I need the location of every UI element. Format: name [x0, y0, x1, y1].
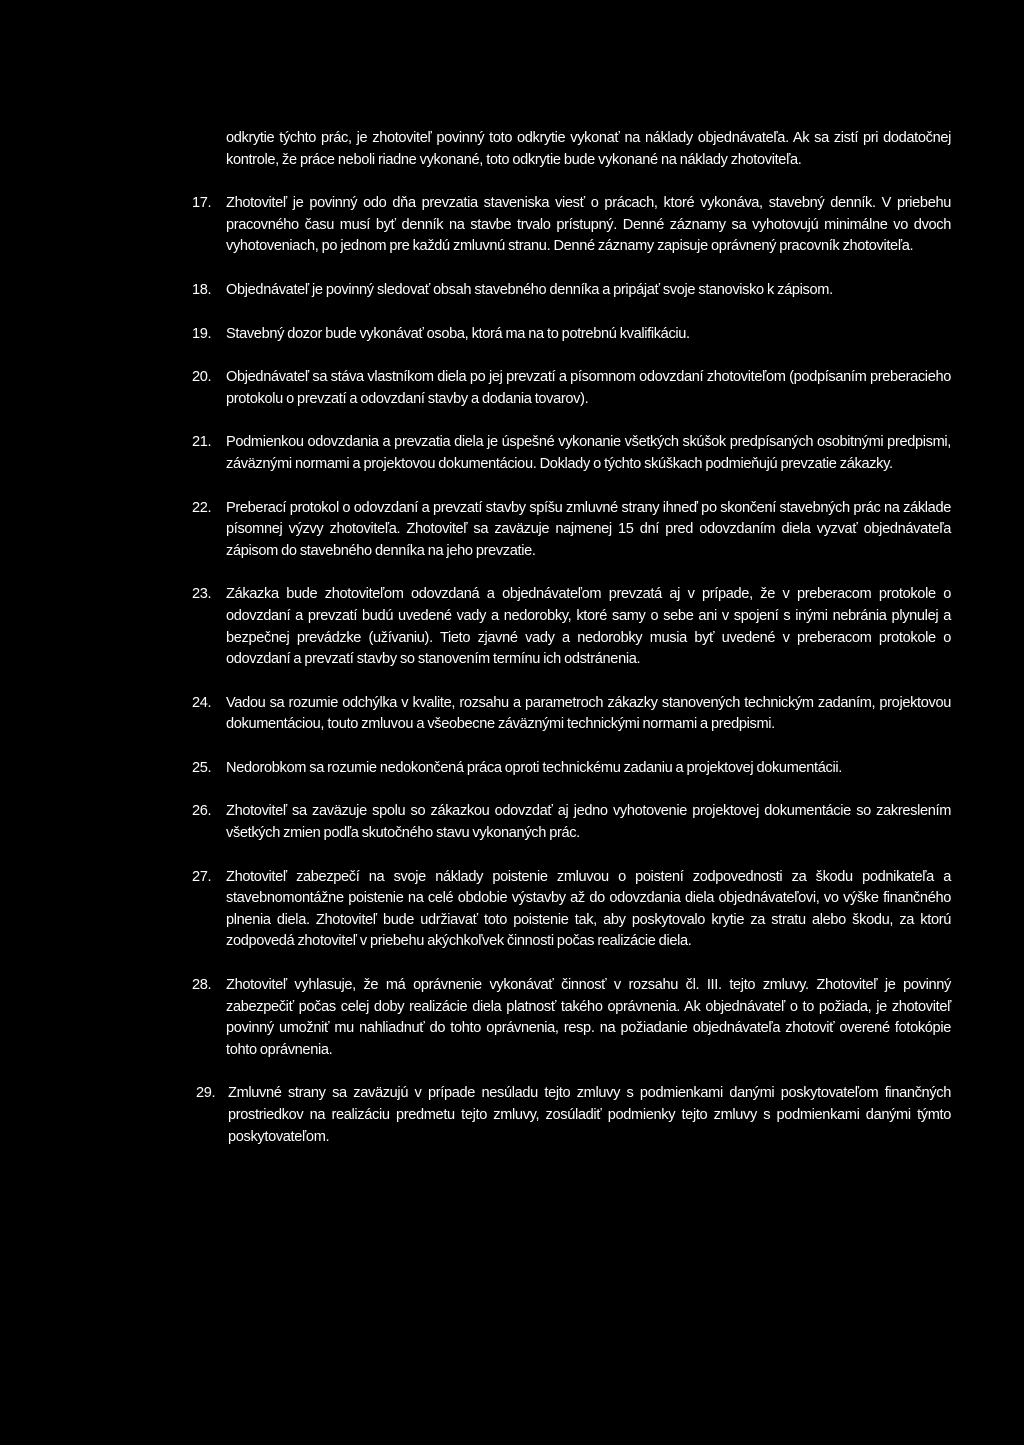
clause-text: Zhotoviteľ vyhlasuje, že má oprávnenie vykonávať činnosť v rozsahu čl. III. tejto zmluvy. Zhotoviteľ je povinný zabezpečiť počas celej doby realizácie diela platnosť takého oprávnenia. Ak objednávateľ o to požiada, je zhotoviteľ povinný umožniť mu nahliadnuť do tohto oprávnenia, resp. na požiadanie objednávateľa zhotoviť overené fotokópie tohto oprávnenia.	[226, 977, 951, 1058]
clause-text: Zmluvné strany sa zaväzujú v prípade nesúladu tejto zmluvy s podmienkami danými poskytovateľom finančných prostriedkov na realizáciu predmetu tejto zmluvy, zosúladiť podmienky tejto zmluvy s podmienkami danými týmto poskytovateľom.	[228, 1085, 951, 1145]
clause-text: Stavebný dozor bude vykonávať osoba, ktorá ma na to potrebnú kvalifikáciu.	[226, 325, 690, 342]
clause-25	[192, 758, 951, 780]
clause-text: Preberací protokol o odovzdaní a prevzatí stavby spíšu zmluvné strany ihneď po skončení stavebných prác na základe písomnej výzvy zhotoviteľa. Zhotoviteľ sa zaväzuje najmenej 15 dní pred odovzdaním diela vyzvať objednávateľa zápisom do stavebného denníka na jeho prevzatie.	[226, 499, 951, 559]
clause-26	[192, 801, 951, 844]
document-body	[192, 128, 951, 1170]
clause-number: 22.	[192, 499, 212, 516]
clause-22	[192, 498, 951, 563]
clause-18	[192, 280, 951, 302]
clause-number: 20.	[192, 369, 212, 386]
clause-number: 18.	[192, 281, 212, 298]
clause-19	[192, 324, 951, 346]
clause-text: Vadou sa rozumie odchýlka v kvalite, rozsahu a parametroch zákazky stanovených technickým zadaním, projektovou dokumentáciou, touto zmluvou a všeobecne záväznými technickými normami a predpismi.	[226, 694, 951, 733]
clause-number: 28.	[192, 977, 212, 994]
clause-number: 21.	[192, 434, 212, 451]
clause-29	[196, 1083, 951, 1148]
clause-text: Zhotoviteľ sa zaväzuje spolu so zákazkou odovzdať aj jedno vyhotovenie projektovej dokumentácie so zakreslením všetkých zmien podľa skutočného stavu vykonaných prác.	[226, 803, 951, 842]
intro-paragraph: odkrytie týchto prác, je zhotoviteľ povinný toto odkrytie vykonať na náklady objednávateľa. Ak sa zistí pri dodatočnej kontrole, že práce neboli riadne vykonané, toto odkrytie bude vykonané na náklady zhotoviteľa.	[226, 130, 951, 168]
clause-21	[192, 432, 951, 475]
clause-text: Zhotoviteľ je povinný odo dňa prevzatia staveniska viesť o prácach, ktoré vykonáva, stavebný denník. V priebehu pracovného času musí byť denník na stavbe trvalo prístupný. Denné záznamy sa vyhotovujú minimálne vo dvoch vyhotoveniach, po jednom pre každú zmluvnú stranu. Denné záznamy zapisuje oprávnený pracovník zhotoviteľa.	[226, 195, 951, 255]
clause-23	[192, 584, 951, 670]
clause-number: 26.	[192, 803, 212, 820]
clause-number: 25.	[192, 759, 212, 776]
clause-number: 23.	[192, 586, 212, 603]
clause-text: Objednávateľ sa stáva vlastníkom diela po jej prevzatí a písomnom odovzdaní zhotoviteľom (podpísaním preberacieho protokolu o prevzatí a odovzdaní stavby a dodania tovarov).	[226, 369, 951, 407]
clause-text: Podmienkou odovzdania a prevzatia diela je úspešné vykonanie všetkých skúšok predpísaných osobitnými predpismi, záväznými normami a projektovou dokumentáciou. Doklady o týchto skúškach podmieňujú prevzatie zákazky.	[226, 434, 951, 472]
clause-27	[192, 867, 951, 953]
clause-17	[192, 193, 951, 258]
clause-text: Nedorobkom sa rozumie nedokončená práca oproti technickému zadaniu a projektovej dokumentácii.	[226, 759, 842, 776]
clause-text: Zhotoviteľ zabezpečí na svoje náklady poistenie zmluvou o poistení zodpovednosti za škodu podnikateľa a stavebnomontážne poistenie na celé obdobie výstavby až do odovzdania diela objednávateľovi, vo výške finančného plnenia diela. Zhotoviteľ bude udržiavať toto poistenie tak, aby poskytovalo krytie za stratu alebo škodu, za ktorú zodpovedá zhotoviteľ v priebehu akýchkoľvek činnosti počas realizácie diela.	[226, 868, 951, 950]
clause-number: 19.	[192, 325, 212, 342]
clause-text: Zákazka bude zhotoviteľom odovzdaná a objednávateľom prevzatá aj v prípade, že v preberacom protokole o odovzdaní a prevzatí budú uvedené vady a nedorobky, ktoré samy o sebe ani v spojení s inými nebránia plynulej a bezpečnej prevádzke (užívaniu). Tieto zjavné vady a nedorobky musia byť uvedené v preberacom protokole o odovzdaní a prevzatí stavby so stanovením termínu ich odstránenia.	[226, 586, 951, 668]
clause-number: 27.	[192, 868, 212, 885]
clause-24	[192, 693, 951, 736]
clause-28	[192, 975, 951, 1061]
clause-number: 24.	[192, 694, 212, 711]
clause-20	[192, 367, 951, 410]
clause-number: 29.	[196, 1085, 216, 1102]
clause-text: Objednávateľ je povinný sledovať obsah stavebného denníka a pripájať svoje stanovisko k zápisom.	[226, 281, 833, 298]
clause-number: 17.	[192, 195, 212, 212]
